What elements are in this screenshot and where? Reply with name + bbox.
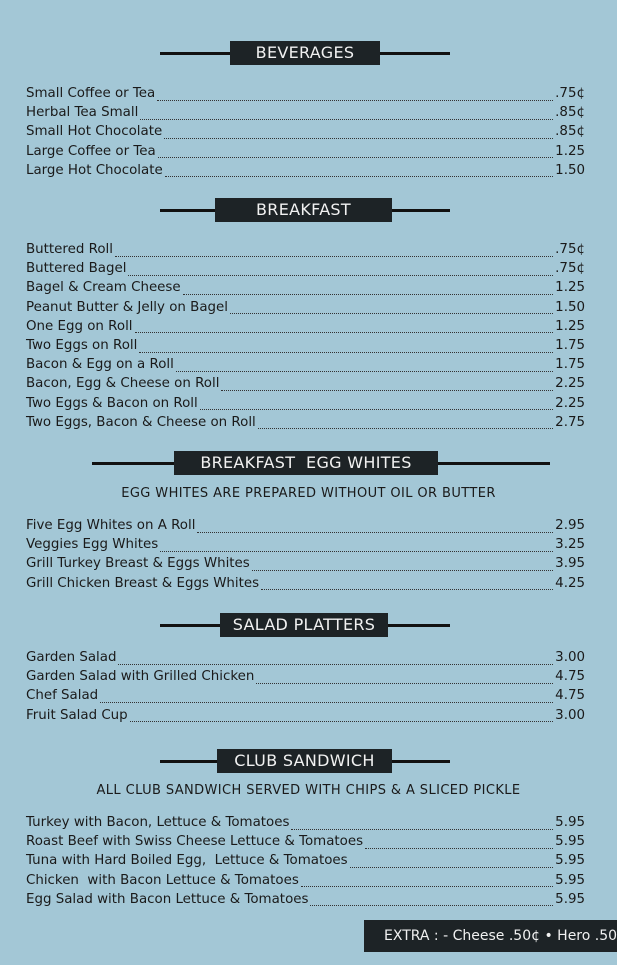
item-name: Herbal Tea Small <box>26 105 139 121</box>
section-header <box>92 451 550 475</box>
menu-item <box>26 124 585 143</box>
item-price: 2.95 <box>555 518 585 533</box>
item-name: Turkey with Bacon, Lettuce & Tomatoes <box>26 815 290 830</box>
item-name: Buttered Roll <box>26 242 113 257</box>
item-price: 1.25 <box>555 143 585 159</box>
item-name: Tuna with Hard Boiled Egg, Lettuce & Tomatoes <box>26 853 348 869</box>
item-price: 1.25 <box>555 280 585 296</box>
dot-leader <box>100 701 553 703</box>
item-list <box>26 650 585 727</box>
item-price: 1.50 <box>555 299 585 315</box>
item-price: 1.50 <box>555 162 585 178</box>
item-price: 2.25 <box>555 376 585 392</box>
menu-item <box>26 242 585 261</box>
dot-leader <box>160 550 553 552</box>
dot-leader <box>230 312 553 314</box>
item-name: Small Coffee or Tea <box>26 86 156 101</box>
menu-item <box>26 105 585 124</box>
item-price: 3.00 <box>555 707 585 723</box>
item-list <box>26 518 585 595</box>
item-name: Garden Salad <box>26 650 117 665</box>
item-name: Bacon & Egg on a Roll <box>26 357 174 373</box>
item-price: 1.75 <box>555 357 585 373</box>
menu-item <box>26 144 585 163</box>
dot-leader <box>128 274 553 276</box>
item-name: Buttered Bagel <box>26 261 127 277</box>
menu-item <box>26 86 585 105</box>
item-name: One Egg on Roll <box>26 318 133 334</box>
menu-item <box>26 338 585 357</box>
section-title: BREAKFAST EGG WHITES <box>174 451 438 475</box>
item-name: Bagel & Cream Cheese <box>26 280 181 296</box>
section-note: EGG WHITES ARE PREPARED WITHOUT OIL OR BUTTER <box>121 486 496 501</box>
item-name: Bacon, Egg & Cheese on Roll <box>26 376 220 392</box>
item-name: Egg Salad with Bacon Lettuce & Tomatoes <box>26 891 309 907</box>
item-name: Two Eggs on Roll <box>26 337 138 353</box>
item-price: .85¢ <box>555 105 585 121</box>
menu-item <box>26 650 585 669</box>
item-price: 4.25 <box>555 575 585 591</box>
menu-item <box>26 892 585 911</box>
menu-item <box>26 556 585 575</box>
menu-item <box>26 357 585 376</box>
section-title: BREAKFAST <box>215 198 392 222</box>
item-list <box>26 86 585 182</box>
menu-item <box>26 669 585 688</box>
item-price: 4.75 <box>555 688 585 704</box>
menu-item <box>26 576 585 595</box>
menu-item <box>26 873 585 892</box>
menu-item <box>26 688 585 707</box>
item-price: 1.25 <box>555 318 585 334</box>
item-price: 3.25 <box>555 537 585 553</box>
dot-leader <box>176 370 553 372</box>
item-name: Two Eggs, Bacon & Cheese on Roll <box>26 414 256 430</box>
dot-leader <box>350 866 554 868</box>
item-name: Five Egg Whites on A Roll <box>26 518 196 533</box>
dot-leader <box>200 408 553 410</box>
section-header <box>160 749 450 773</box>
menu-item <box>26 280 585 299</box>
item-name: Garden Salad with Grilled Chicken <box>26 669 255 685</box>
menu-item <box>26 415 585 434</box>
menu-item <box>26 261 585 280</box>
menu-item <box>26 396 585 415</box>
dot-leader <box>310 904 553 906</box>
dot-leader <box>135 331 554 333</box>
dot-leader <box>115 255 553 257</box>
item-price: 2.25 <box>555 395 585 411</box>
item-name: Chicken with Bacon Lettuce & Tomatoes <box>26 872 299 888</box>
item-name: Small Hot Chocolate <box>26 124 163 140</box>
item-price: 5.95 <box>555 834 585 850</box>
item-price: 5.95 <box>555 872 585 888</box>
item-price: 2.75 <box>555 414 585 430</box>
dot-leader <box>157 99 553 101</box>
item-name: Large Hot Chocolate <box>26 162 163 178</box>
section-header <box>160 613 450 637</box>
menu-item <box>26 518 585 537</box>
dot-leader <box>256 682 553 684</box>
section-header <box>160 41 450 65</box>
dot-leader <box>252 569 553 571</box>
section-title: BEVERAGES <box>230 41 380 65</box>
dot-leader <box>118 663 553 665</box>
menu-item <box>26 319 585 338</box>
menu-item <box>26 834 585 853</box>
item-name: Peanut Butter & Jelly on Bagel <box>26 299 228 315</box>
menu-item <box>26 853 585 872</box>
item-price: .75¢ <box>555 261 585 277</box>
item-name: Grill Chicken Breast & Eggs Whites <box>26 575 260 591</box>
menu-item <box>26 537 585 556</box>
menu-item <box>26 815 585 834</box>
dot-leader <box>221 389 553 391</box>
menu-item <box>26 300 585 319</box>
item-name: Veggies Egg Whites <box>26 537 159 553</box>
item-price: 1.75 <box>555 337 585 353</box>
section-title: SALAD PLATTERS <box>220 613 388 637</box>
dot-leader <box>258 427 553 429</box>
dot-leader <box>183 293 554 295</box>
dot-leader <box>164 137 553 139</box>
item-name: Chef Salad <box>26 688 99 704</box>
item-price: .75¢ <box>555 86 585 101</box>
section-title: CLUB SANDWICH <box>217 749 392 773</box>
item-list <box>26 815 585 911</box>
section-note: ALL CLUB SANDWICH SERVED WITH CHIPS & A SLICED PICKLE <box>96 783 521 798</box>
dot-leader <box>165 175 553 177</box>
dot-leader <box>139 351 553 353</box>
dot-leader <box>261 588 553 590</box>
dot-leader <box>291 828 553 830</box>
item-price: 5.95 <box>555 815 585 830</box>
extras-banner: EXTRA : - Cheese .50¢ • Hero .50 <box>364 920 617 952</box>
section-header <box>160 198 450 222</box>
item-price: .85¢ <box>555 124 585 140</box>
item-name: Two Eggs & Bacon on Roll <box>26 395 198 411</box>
dot-leader <box>140 118 553 120</box>
menu-item <box>26 708 585 727</box>
item-price: .75¢ <box>555 242 585 257</box>
item-name: Large Coffee or Tea <box>26 143 156 159</box>
dot-leader <box>130 720 554 722</box>
item-list <box>26 242 585 434</box>
item-name: Roast Beef with Swiss Cheese Lettuce & Tomatoes <box>26 834 364 850</box>
dot-leader <box>158 156 553 158</box>
dot-leader <box>365 847 553 849</box>
item-price: 5.95 <box>555 853 585 869</box>
menu-item <box>26 376 585 395</box>
dot-leader <box>197 531 553 533</box>
dot-leader <box>301 885 553 887</box>
item-name: Fruit Salad Cup <box>26 707 128 723</box>
item-name: Grill Turkey Breast & Eggs Whites <box>26 556 250 572</box>
item-price: 3.95 <box>555 556 585 572</box>
item-price: 3.00 <box>555 650 585 665</box>
item-price: 5.95 <box>555 891 585 907</box>
item-price: 4.75 <box>555 669 585 685</box>
menu-item <box>26 163 585 182</box>
